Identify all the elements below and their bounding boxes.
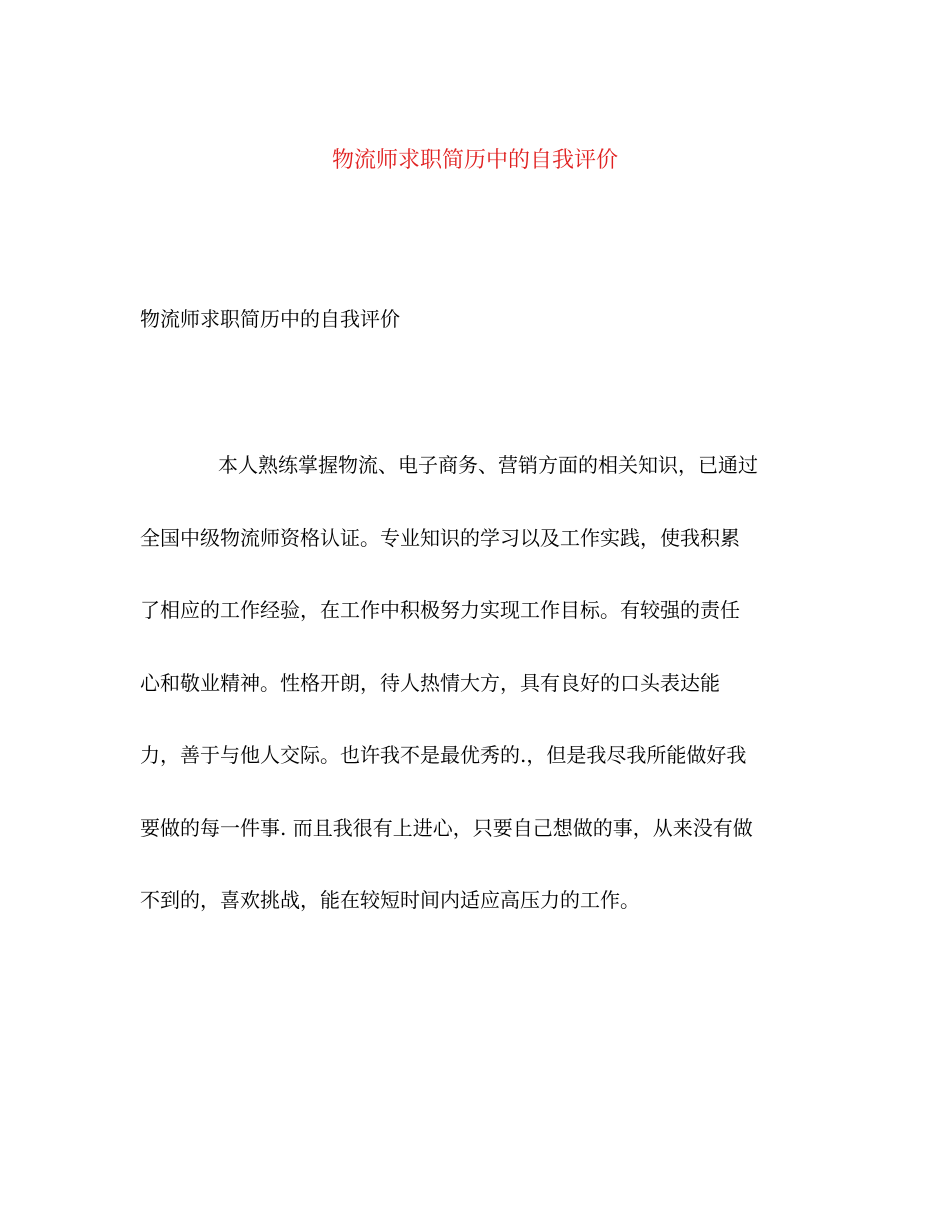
self-evaluation-paragraph (140, 448, 820, 956)
paragraph-line: 了相应的工作经验，在工作中积极努力实现工作目标。有较强的责任 (140, 598, 740, 622)
paragraph-line: 心和敬业精神。性格开朗，待人热情大方，具有良好的口头表达能 (140, 670, 720, 695)
paragraph-line: 不到的，喜欢挑战，能在较短时间内适应高压力的工作。 (140, 888, 640, 912)
paragraph-line: 本人熟练掌握物流、电子商务、营销方面的相关知识，已通过 (218, 453, 758, 477)
paragraph-line: 全国中级物流师资格认证。专业知识的学习以及工作实践，使我积累 (140, 525, 740, 550)
paragraph-line: 要做的每一件事. 而且我很有上进心，只要自己想做的事，从来没有做 (140, 815, 753, 840)
document-title: 物流师求职简历中的自我评价 (331, 148, 618, 173)
paragraph-line: 力，善于与他人交际。也许我不是最优秀的.，但是我尽我所能做好我 (140, 743, 747, 767)
section-heading: 物流师求职简历中的自我评价 (140, 307, 400, 331)
